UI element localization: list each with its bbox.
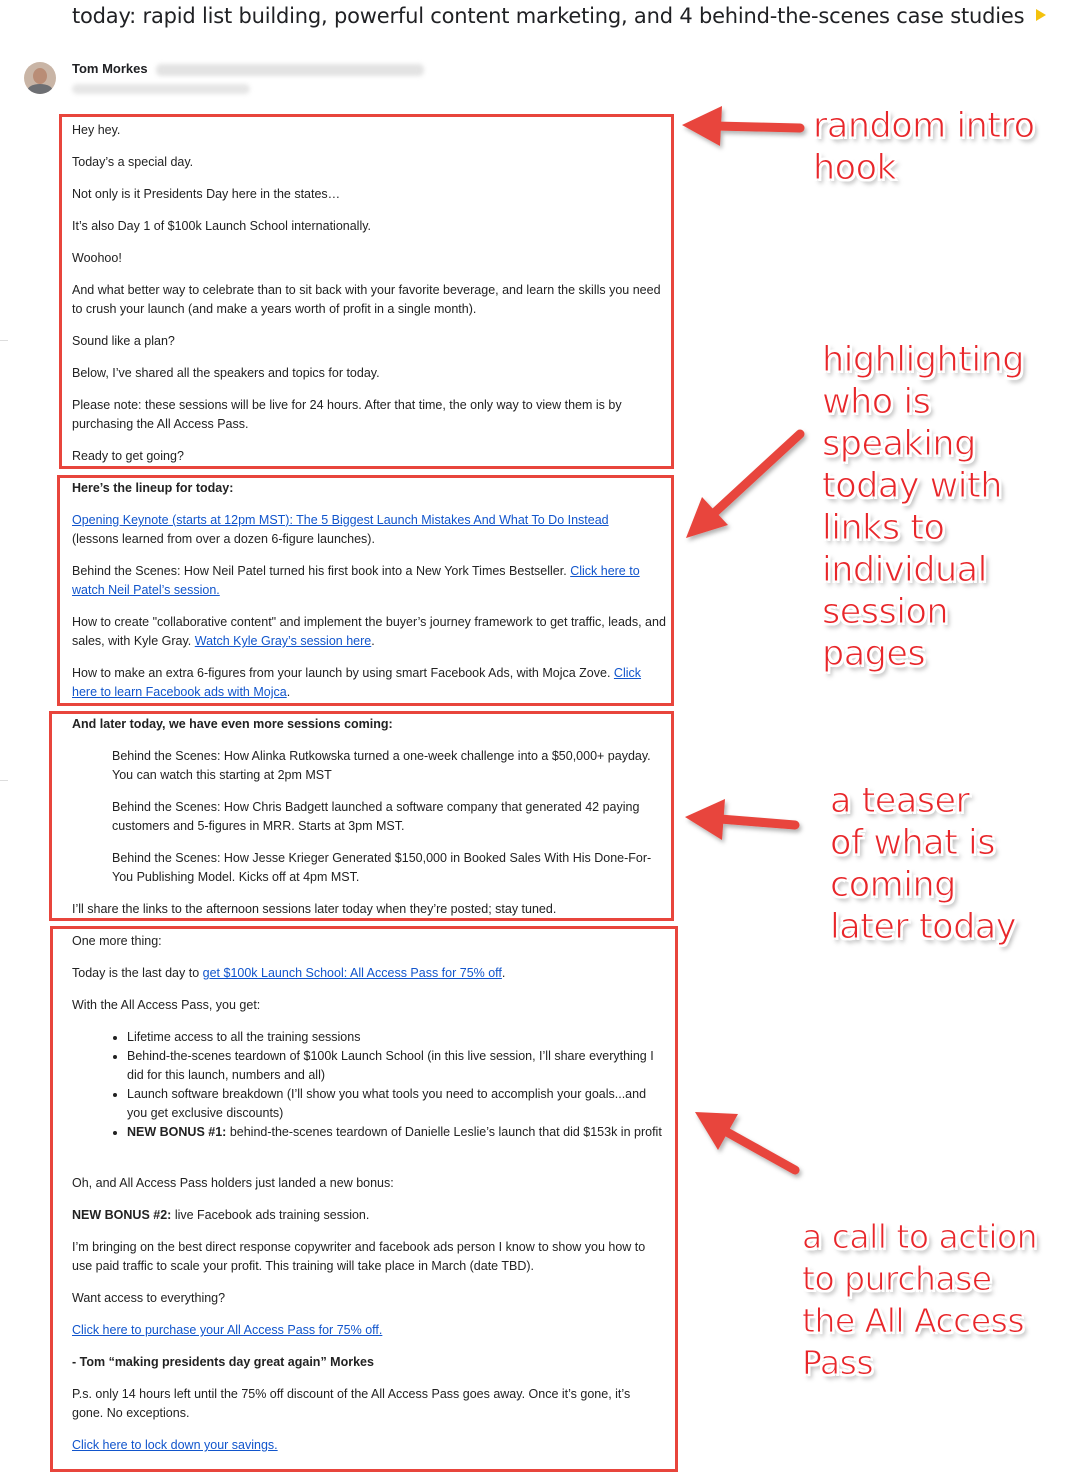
bonus2-line: NEW BONUS #2: live Facebook ads training session.	[72, 1208, 370, 1222]
neil-item: Behind the Scenes: How Neil Patel turned his first book into a New York Times Bestseller. Click here to watch Neil Patel’s session.	[72, 564, 640, 597]
annotation-intro: random intro hook	[813, 106, 1035, 188]
one-more-thing: One more thing:	[72, 934, 162, 948]
new-bonus-line: Oh, and All Access Pass holders just landed a new bonus:	[72, 1176, 394, 1190]
intro-line: And what better way to celebrate than to sit back with your favorite beverage, and learn the skills you need to crush your launch (and make a years worth of profit in a single month).	[72, 283, 661, 316]
ps-text: P.s. only 14 hours left until the 75% off discount of the All Access Pass goes away. Once it’s gone, it’s gone. No exceptions.	[72, 1387, 631, 1420]
arrow-cta-icon	[695, 1112, 795, 1170]
later-item: Behind the Scenes: How Chris Badgett launched a software company that generated 42 paying customers and 5-figures in MRR. Starts at 3pm MST.	[112, 800, 640, 833]
pass-intro: With the All Access Pass, you get:	[72, 998, 261, 1012]
intro-line: Please note: these sessions will be live for 24 hours. After that time, the only way to view them is by purchasing the All Access Pass.	[72, 398, 622, 431]
intro-line: Below, I’ve shared all the speakers and topics for today.	[72, 366, 380, 380]
arrow-intro-icon	[682, 106, 800, 146]
arrow-speakers-icon	[686, 434, 800, 538]
later-footer: I’ll share the links to the afternoon sessions later today when they’re posted; stay tuned.	[72, 902, 557, 916]
intro-line: Today’s a special day.	[72, 155, 194, 169]
list-item: • Launch software breakdown (I’ll show you what tools you need to accomplish your goals...and you get exclusive discounts)	[127, 1085, 669, 1123]
annotation-speakers: highlighting who is speaking today with links to individual session pages	[822, 340, 1025, 674]
intro-line: Woohoo!	[72, 251, 122, 265]
intro-line: Sound like a plan?	[72, 334, 175, 348]
list-item: • Lifetime access to all the training sessions	[127, 1028, 669, 1047]
later-heading: And later today, we have even more sessions coming:	[72, 717, 393, 731]
mojca-session-link[interactable]: Click here to learn Facebook ads with Mojca	[72, 666, 642, 699]
annotation-teaser: a teaser of what is coming later today	[830, 781, 1016, 947]
mojca-item: How to make an extra 6-figures from your launch by using smart Facebook Ads, with Mojca Zove. Click here to learn Facebook ads with Mojca.	[72, 666, 642, 699]
lineup-heading: Here’s the lineup for today:	[72, 481, 234, 495]
keynote-desc: (lessons learned from over a dozen 6-figure launches).	[72, 532, 375, 546]
list-item: • Behind-the-scenes teardown of $100k Launch School (in this live session, I’ll share everything I did for this launch, numbers and all)	[127, 1047, 669, 1085]
purchase-pass-link[interactable]: Click here to purchase your All Access Pass for 75% off.	[72, 1323, 383, 1337]
annotation-cta: a call to action to purchase the All Access Pass	[802, 1217, 1038, 1382]
intro-line: Hey hey.	[72, 123, 121, 137]
last-day-line: Today is the last day to get $100k Launch School: All Access Pass for 75% off.	[72, 966, 506, 980]
kyle-session-link[interactable]: Watch Kyle Gray’s session here	[194, 634, 372, 648]
signature: - Tom “making presidents day great again” Morkes	[72, 1355, 374, 1369]
all-access-pass-link[interactable]: get $100k Launch School: All Access Pass for 75% off	[202, 966, 502, 980]
list-item: • NEW BONUS #1: behind-the-scenes teardown of Danielle Leslie’s launch that did $153k in profit	[127, 1123, 669, 1142]
keynote-link[interactable]: Opening Keynote (starts at 12pm MST): The 5 Biggest Launch Mistakes And What To Do Instead	[72, 513, 609, 527]
sender-name[interactable]: Tom Morkes	[72, 61, 148, 76]
arrow-teaser-icon	[685, 799, 795, 840]
intro-line: It’s also Day 1 of $100k Launch School internationally.	[72, 219, 372, 233]
email-subject: today: rapid list building, powerful content marketing, and 4 behind-the-scenes case studies	[72, 4, 1046, 28]
neil-session-link[interactable]: Click here to watch Neil Patel’s session.	[72, 564, 640, 597]
copywriter-text: I’m bringing on the best direct response copywriter and facebook ads person I know to show you how to use paid traffic to scale your profit. This training will take place in March (date TBD).	[72, 1240, 646, 1273]
lock-savings-link[interactable]: Click here to lock down your savings.	[72, 1438, 278, 1452]
later-item: Behind the Scenes: How Jesse Krieger Generated $150,000 in Booked Sales With His Done-For-You Publishing Model. Kicks off at 4pm MST.	[112, 851, 652, 884]
intro-line: Ready to get going?	[72, 449, 184, 463]
intro-line: Not only is it Presidents Day here in the states…	[72, 187, 341, 201]
want-access: Want access to everything?	[72, 1291, 226, 1305]
later-item: Behind the Scenes: How Alinka Rutkowska turned a one-week challenge into a $50,000+ payday. You can watch this starting at 2pm MST	[112, 749, 651, 782]
kyle-item: How to create "collaborative content" and implement the buyer’s journey framework to get traffic, leads, and sales, with Kyle Gray. Watch Kyle Gray’s session here.	[72, 615, 666, 648]
